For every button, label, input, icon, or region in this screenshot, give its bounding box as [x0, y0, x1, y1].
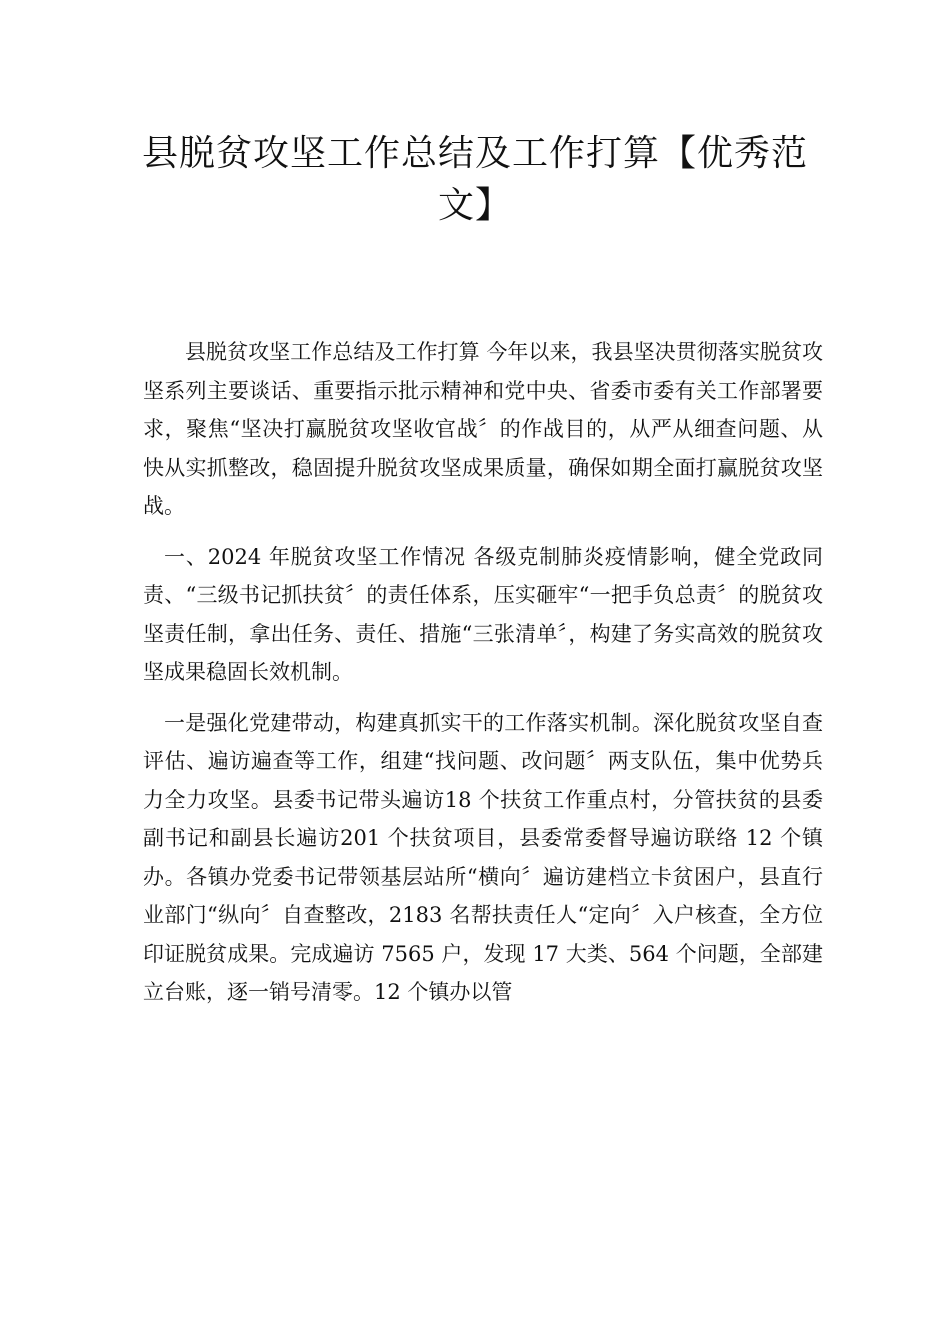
paragraph-point-one: 一是强化党建带动，构建真抓实干的工作落实机制。深化脱贫攻坚自查评估、遍访遍查等工作，组建“找问题、改问题〞两支队伍，集中优势兵力全力攻坚。县委书记带头遍访18 个扶贫工作重点村，分管扶贫的县委副书记和副县长遍访201 个扶贫项目，县委常委督导遍访联络 12 个镇办。各镇办党委书记带领基层站所“横向〞遍访建档立卡贫困户，县直行业部门“纵向〞自查整改，2183 名帮扶责任人“定向〞入户核查，全方位印证脱贫成果。完成遍访 7565 户，发现 17 大类、564 个问题，全部建立台账，逐一销号清零。12 个镇办以管 — [143, 710, 823, 1004]
document-title: 县脱贫攻坚工作总结及工作打算【优秀范文】 — [141, 133, 808, 226]
paragraph-section-one: 一、2024 年脱贫攻坚工作情况 各级克制肺炎疫情影响，健全党政同责、“三级书记抓扶贫〞的责任体系，压实砸牢“一把手负总责〞的脱贫攻坚责任制，拿出任务、责任、措施“三张清单〞，构建了务实高效的脱贫攻坚成果稳固长效机制。 — [143, 544, 823, 684]
paragraph-intro: 县脱贫攻坚工作总结及工作打算 今年以来，我县坚决贯彻落实脱贫攻坚系列主要谈话、重要指示批示精神和党中央、省委市委有关工作部署要求，聚焦“坚决打赢脱贫攻坚收官战〞的作战目的，从严从细查问题、从快从实抓整改，稳固提升脱贫攻坚成果质量，确保如期全面打赢脱贫攻坚战。 — [143, 340, 823, 518]
document-body — [143, 333, 823, 1012]
